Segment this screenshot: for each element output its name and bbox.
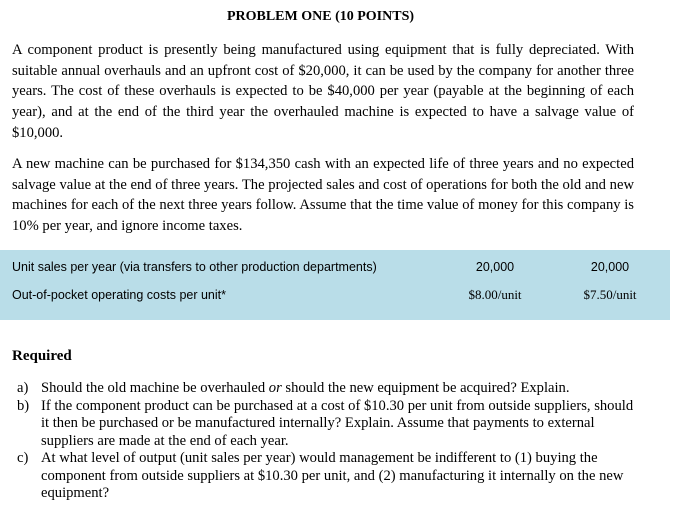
old-machine-cost-per-unit: $8.00/unit — [468, 287, 522, 302]
table-row — [0, 283, 670, 307]
row-label-operating-costs: Out-of-pocket operating costs per unit* — [12, 288, 227, 302]
problem-title: PROBLEM ONE (10 POINTS) — [226, 9, 415, 24]
list-marker: b) — [17, 397, 30, 414]
question-a-start: Should the old machine be overhauled — [41, 380, 269, 396]
required-heading: Required — [12, 348, 72, 364]
list-marker: a) — [17, 380, 29, 396]
question-b-text: If the component product can be purchased at a cost of $10.30 per unit from outside suppliers, should it then be purchased or be manufactured internally? Explain. Assume that payments to external suppliers are made at the end of each year. — [41, 397, 634, 449]
list-marker: c) — [17, 450, 29, 466]
row-label-unit-sales: Unit sales per year (via transfers to other production departments) — [12, 260, 377, 274]
old-machine-unit-sales: 20,000 — [475, 260, 515, 274]
intro-paragraph-new-machine: A new machine can be purchased for $134,350 cash with an expected life of three years and no expected salvage value at the end of three years. The projected sales and cost of operations for both the old and new machines for each of the next three years follow. Assume that the time value of money for this company is 10% per year, and ignore income taxes. — [12, 156, 634, 235]
list-item — [12, 398, 642, 451]
question-a-emphasis: or — [268, 380, 282, 396]
list-item — [12, 380, 642, 398]
table-row — [0, 255, 670, 279]
intro-paragraph-overhaul: A component product is presently being manufactured using equipment that is fully depreciated. With suitable annual overhauls and an upfront cost of $20,000, it can be used by the company for another three years. The cost of these overhauls is expected to be $40,000 per year (payable at the beginning of each year), and at the end of the third year the overhauled machine is expected to have a salvage value of $10,000. — [12, 42, 634, 141]
list-item — [12, 450, 642, 503]
required-list — [12, 380, 642, 503]
question-a-end: should the new equipment be acquired? Explain. — [281, 380, 570, 396]
new-machine-cost-per-unit: $7.50/unit — [583, 287, 637, 302]
question-c-text: At what level of output (unit sales per year) would management be indifferent to (1) buying the component from outside suppliers at $10.30 per unit, and (2) manufacturing it internally on the new equipment? — [41, 450, 624, 501]
new-machine-unit-sales: 20,000 — [590, 260, 630, 274]
